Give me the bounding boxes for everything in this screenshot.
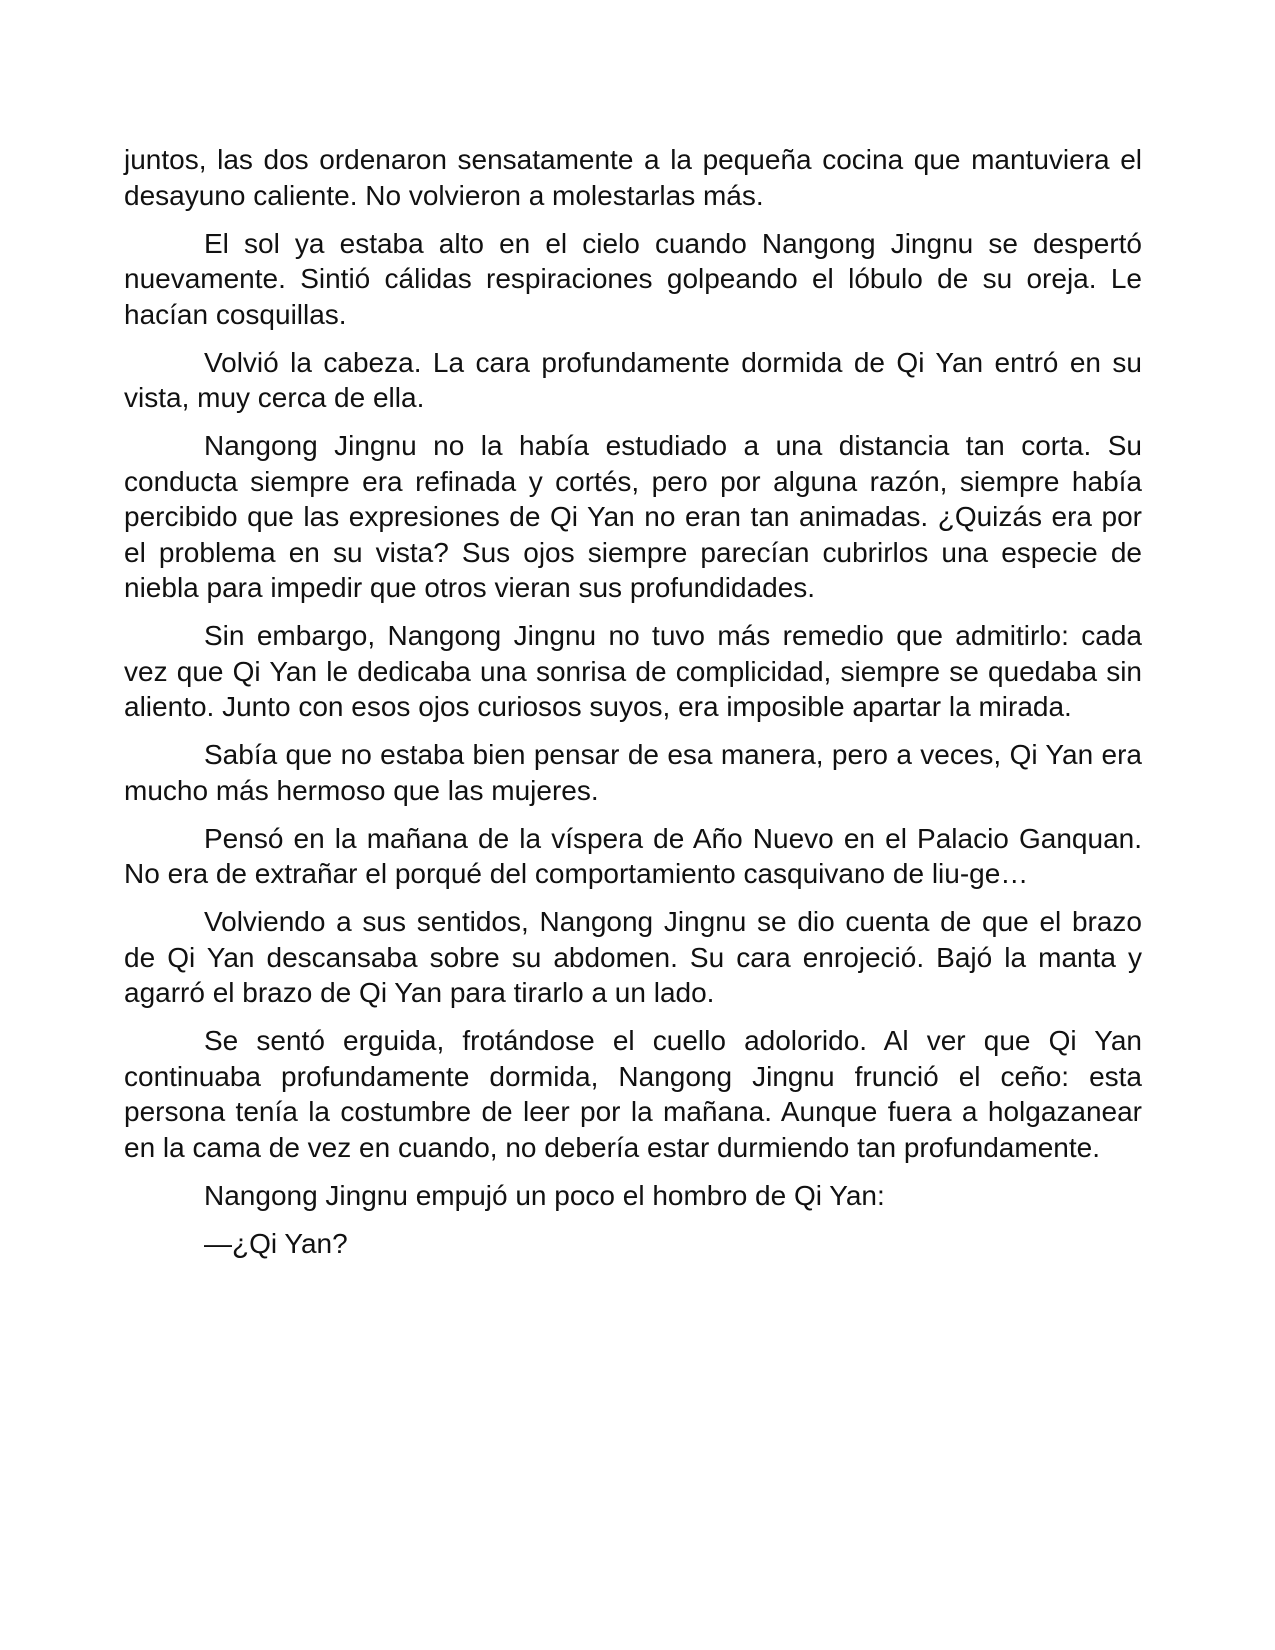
paragraph: Volvió la cabeza. La cara profundamente dormida de Qi Yan entró en su vista, muy cerca de ella.	[124, 346, 1142, 413]
dialogue-line: —¿Qi Yan?	[204, 1227, 348, 1259]
paragraph: Se sentó erguida, frotándose el cuello adolorido. Al ver que Qi Yan continuaba profundamente dormida, Nangong Jingnu frunció el ceño: esta persona tenía la costumbre de leer por la mañana. Aunque fuera a holgazanear en la cama de vez en cuando, no debería estar durmiendo tan profundamente.	[124, 1025, 1142, 1163]
paragraph: Sin embargo, Nangong Jingnu no tuvo más remedio que admitirlo: cada vez que Qi Yan le dedicaba una sonrisa de complicidad, siempre se quedaba sin aliento. Junto con esos ojos curiosos suyos, era imposible apartar la mirada.	[124, 620, 1142, 722]
dialogue-intro-paragraph: Nangong Jingnu empujó un poco el hombro de Qi Yan:	[204, 1179, 885, 1211]
paragraph: Pensó en la mañana de la víspera de Año Nuevo en el Palacio Ganquan. No era de extrañar el porqué del comportamiento casquivano de liu-ge…	[124, 822, 1142, 889]
paragraph: juntos, las dos ordenaron sensatamente a la pequeña cocina que mantuviera el desayuno caliente. No volvieron a molestarlas más.	[124, 144, 1142, 211]
paragraph: Sabía que no estaba bien pensar de esa manera, pero a veces, Qi Yan era mucho más hermoso que las mujeres.	[124, 739, 1142, 806]
paragraph: Volviendo a sus sentidos, Nangong Jingnu se dio cuenta de que el brazo de Qi Yan descansaba sobre su abdomen. Su cara enrojeció. Bajó la manta y agarró el brazo de Qi Yan para tirarlo a un lado.	[124, 906, 1142, 1008]
paragraph: Nangong Jingnu no la había estudiado a una distancia tan corta. Su conducta siempre era refinada y cortés, pero por alguna razón, siempre había percibido que las expresiones de Qi Yan no eran tan animadas. ¿Quizás era por el problema en su vista? Sus ojos siempre parecían cubrirlos una especie de niebla para impedir que otros vieran sus profundidades.	[124, 430, 1142, 603]
body-text	[124, 142, 1142, 1274]
paragraph: El sol ya estaba alto en el cielo cuando Nangong Jingnu se despertó nuevamente. Sintió cálidas respiraciones golpeando el lóbulo de su oreja. Le hacían cosquillas.	[124, 227, 1142, 330]
